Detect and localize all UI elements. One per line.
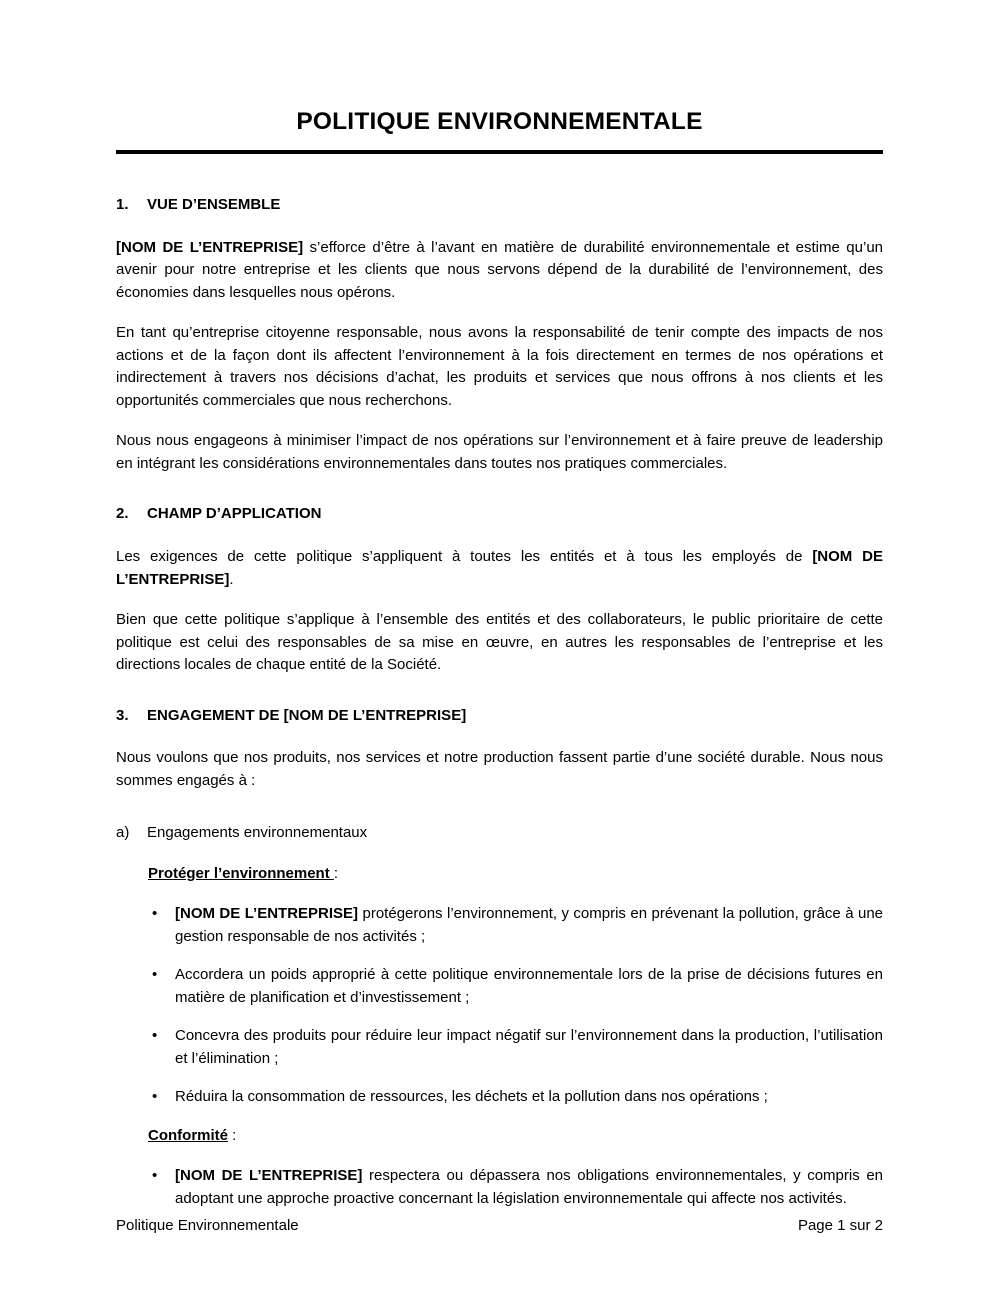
list-item-text [175,1165,883,1210]
bullet-icon: • [152,1027,158,1045]
section-1-paragraph-3: Nous nous engageons à minimiser l’impact de nos opérations sur l’environnement et à faire preuve de leadership en intégrant les considérations environnementales dans toutes nos pratiques commerciales. [116,432,883,472]
list-item-a-marker: a) [116,824,130,842]
footer-document-name: Politique Environnementale [116,1217,299,1234]
list-item [116,1025,883,1070]
title-divider [116,150,883,154]
section-2-paragraph-1 [116,546,883,591]
list-item-text: Réduira la consommation de ressources, les déchets et la pollution dans nos opérations ; [175,1088,768,1106]
company-placeholder: [NOM DE L’ENTREPRISE] [116,548,883,588]
bullet-icon: • [152,1088,158,1106]
section-1-paragraph-2: En tant qu’entreprise citoyenne responsable, nous avons la responsabilité de tenir compte des impacts de nos actions et de la façon dont ils affectent l’environnement à la fois directement en termes de nos opérations et indirectement à travers nos décisions d’achat, les produits et services que nous offrons à nos clients et les opportunités commerciales que nous recherchons. [116,324,883,409]
list-item-a-label: Engagements environnementaux [147,824,368,842]
company-placeholder: [NOM DE L’ENTREPRISE] [175,905,359,923]
footer-page-number: Page 1 sur 2 [797,1217,883,1234]
subheading-proteger-environnement [148,863,883,886]
section-title-2: CHAMP D’APPLICATION [147,505,322,523]
bullet-list-conformite [116,1165,883,1210]
list-item-body: respectera ou dépassera nos obligations environnementales, y compris en adoptant une approche proactive concernant la législation environnementale qui affecte nos activités. [175,1167,884,1207]
list-item-text [175,903,883,948]
subheading-proteger-environnement-label: Protéger l’environnement [148,864,334,882]
company-placeholder: [NOM DE L’ENTREPRISE] [116,238,304,256]
section-number-2: 2. [116,505,129,523]
list-item-body: protégerons l’environnement, y compris en prévenant la pollution, grâce à une gestion responsable de nos activités ; [175,905,883,945]
section-title-1: VUE D’ENSEMBLE [147,196,281,214]
bullet-icon: • [152,966,158,984]
section-2-paragraph-1-tail: . [229,570,234,588]
section-number-3: 3. [116,706,129,724]
bullet-list-proteger [116,903,883,1109]
list-item [116,964,883,1009]
subheading-conformite-colon: : [228,1126,237,1144]
bullet-icon: • [152,905,158,923]
section-2-paragraph-2: Bien que cette politique s’applique à l’ensemble des entités et des collaborateurs, le public prioritaire de cette politique est celui des responsables de sa mise en œuvre, en autres les responsables de l’entreprise et les directions locales de chaque entité de la Société. [116,611,883,674]
section-heading-2 [116,505,883,524]
page-footer [116,1215,883,1236]
list-item [116,1086,883,1109]
section-heading-1 [116,196,883,215]
document-content [116,0,883,1210]
section-title-3: ENGAGEMENT DE [NOM DE L’ENTREPRISE] [147,706,467,724]
section-3-paragraph-1: Nous voulons que nos produits, nos services et notre production fassent partie d’une société durable. Nous nous sommes engagés à : [116,749,883,789]
list-item-a [116,822,883,845]
subheading-conformite-label: Conformité [148,1126,228,1144]
section-1-paragraph-1 [116,237,883,305]
company-placeholder: [NOM DE L’ENTREPRISE] [175,1167,363,1185]
subheading-conformite [148,1125,883,1148]
subheading-proteger-environnement-colon: : [333,864,339,882]
section-heading-3 [116,707,883,726]
bullet-icon: • [152,1167,158,1185]
list-item-text: Concevra des produits pour réduire leur impact négatif sur l’environnement dans la production, l’utilisation et l’élimination ; [175,1027,883,1067]
section-2-paragraph-1-lead: Les exigences de cette politique s’appliquent à toutes les entités et à tous les employés de [116,548,813,566]
list-item-text: Accordera un poids approprié à cette politique environnementale lors de la prise de décisions futures en matière de planification et d’investissement ; [175,966,883,1006]
page-title: POLITIQUE ENVIRONNEMENTALE [296,108,703,135]
section-number-1: 1. [116,196,129,214]
list-item [116,903,883,948]
list-item [116,1165,883,1210]
section-1-paragraph-1-rest: s’efforce d’être à l’avant en matière de durabilité environnementale et estime qu’un avenir pour notre entreprise et les clients que nous servons dépend de la durabilité de l’environnement, des économies dans lesquelles nous opérons. [116,238,883,301]
